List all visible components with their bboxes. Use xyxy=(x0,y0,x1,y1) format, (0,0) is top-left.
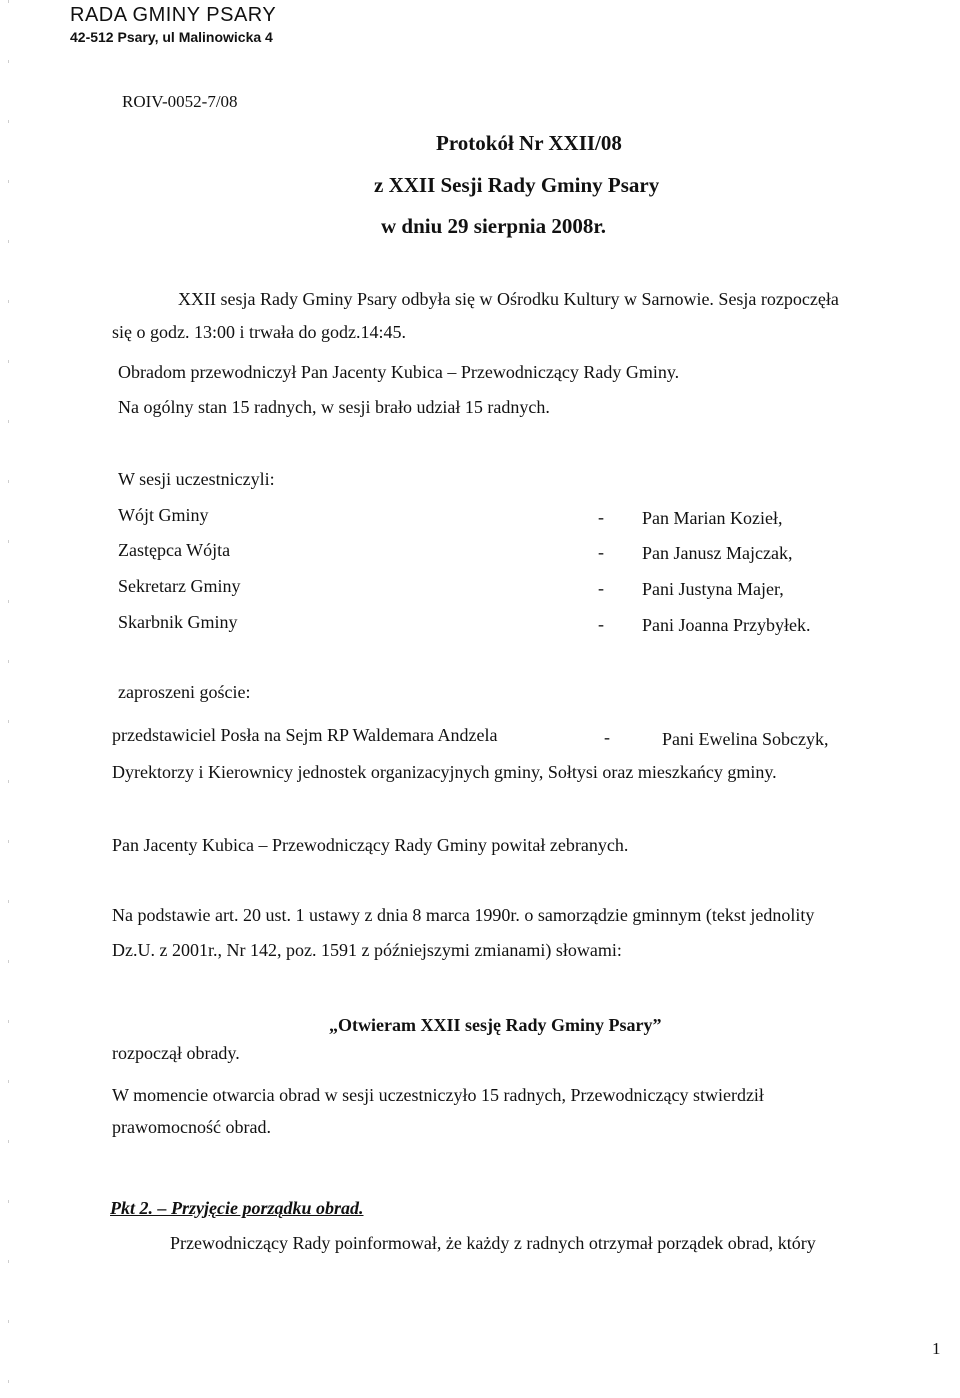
opening-quote: „Otwieram XXII sesję Rady Gminy Psary” xyxy=(329,1015,662,1035)
opening-line-2: W momencie otwarcia obrad w sesji uczestniczyło 15 radnych, Przewodniczący stwierdził xyxy=(112,1085,764,1105)
legal-line-1: Na podstawie art. 20 ust. 1 ustawy z dnia 8 marca 1990r. o samorządzie gminnym (tekst jednolity xyxy=(112,905,815,925)
stamp-address: 42-512 Psary, ul Malinowicka 4 xyxy=(70,29,273,45)
participants-heading: W sesji uczestniczyli: xyxy=(118,469,275,489)
participant-role: Wójt Gminy xyxy=(118,505,209,525)
guest-dash: - xyxy=(604,727,610,747)
section-line-1: Przewodniczący Rady poinformował, że każdy z radnych otrzymał porządek obrad, który xyxy=(170,1233,816,1253)
opening-line-1: rozpoczął obrady. xyxy=(112,1043,240,1063)
reference-number: ROIV-0052-7/08 xyxy=(122,92,238,111)
participant-role: Sekretarz Gminy xyxy=(118,576,241,596)
intro-line-4: Na ogólny stan 15 radnych, w sesji brało udział 15 radnych. xyxy=(118,397,550,417)
guests-others: Dyrektorzy i Kierownicy jednostek organizacyjnych gminy, Sołtysi oraz mieszkańcy gminy. xyxy=(112,762,777,782)
participant-person: Pan Janusz Majczak, xyxy=(642,543,793,563)
intro-line-2: się o godz. 13:00 i trwała do godz.14:45. xyxy=(112,322,406,342)
opening-line-3: prawomocność obrad. xyxy=(112,1117,271,1137)
intro-line-1: XXII sesja Rady Gminy Psary odbyła się w Ośrodku Kultury w Sarnowie. Sesja rozpoczęła xyxy=(178,289,839,309)
participant-role: Skarbnik Gminy xyxy=(118,612,238,632)
participant-person: Pan Marian Kozieł, xyxy=(642,508,783,528)
page-number: 1 xyxy=(932,1339,941,1358)
participant-dash: - xyxy=(598,507,604,527)
guests-heading: zaproszeni goście: xyxy=(118,682,251,702)
legal-line-2: Dz.U. z 2001r., Nr 142, poz. 1591 z późniejszymi zmianami) słowami: xyxy=(112,940,622,960)
participant-dash: - xyxy=(598,614,604,634)
guest-role: przedstawiciel Posła na Sejm RP Waldemara Andzela xyxy=(112,725,498,745)
participant-person: Pani Justyna Majer, xyxy=(642,579,784,599)
title-line-1: Protokół Nr XXII/08 xyxy=(436,131,622,155)
stamp-name: RADA GMINY PSARY xyxy=(70,4,277,26)
participant-role: Zastępca Wójta xyxy=(118,540,231,560)
section-heading: Pkt 2. – Przyjęcie porządku obrad. xyxy=(110,1198,364,1218)
scan-margin-artifact xyxy=(8,0,9,1398)
title-line-3: w dniu 29 sierpnia 2008r. xyxy=(381,214,607,238)
participant-dash: - xyxy=(598,542,604,562)
guest-person: Pani Ewelina Sobczyk, xyxy=(662,729,829,749)
title-line-2: z XXII Sesji Rady Gminy Psary xyxy=(374,173,660,197)
participant-person: Pani Joanna Przybyłek. xyxy=(642,615,811,635)
participant-dash: - xyxy=(598,578,604,598)
intro-line-3: Obradom przewodniczył Pan Jacenty Kubica – Przewodniczący Rady Gminy. xyxy=(118,362,680,382)
greeting: Pan Jacenty Kubica – Przewodniczący Rady Gminy powitał zebranych. xyxy=(112,835,629,855)
